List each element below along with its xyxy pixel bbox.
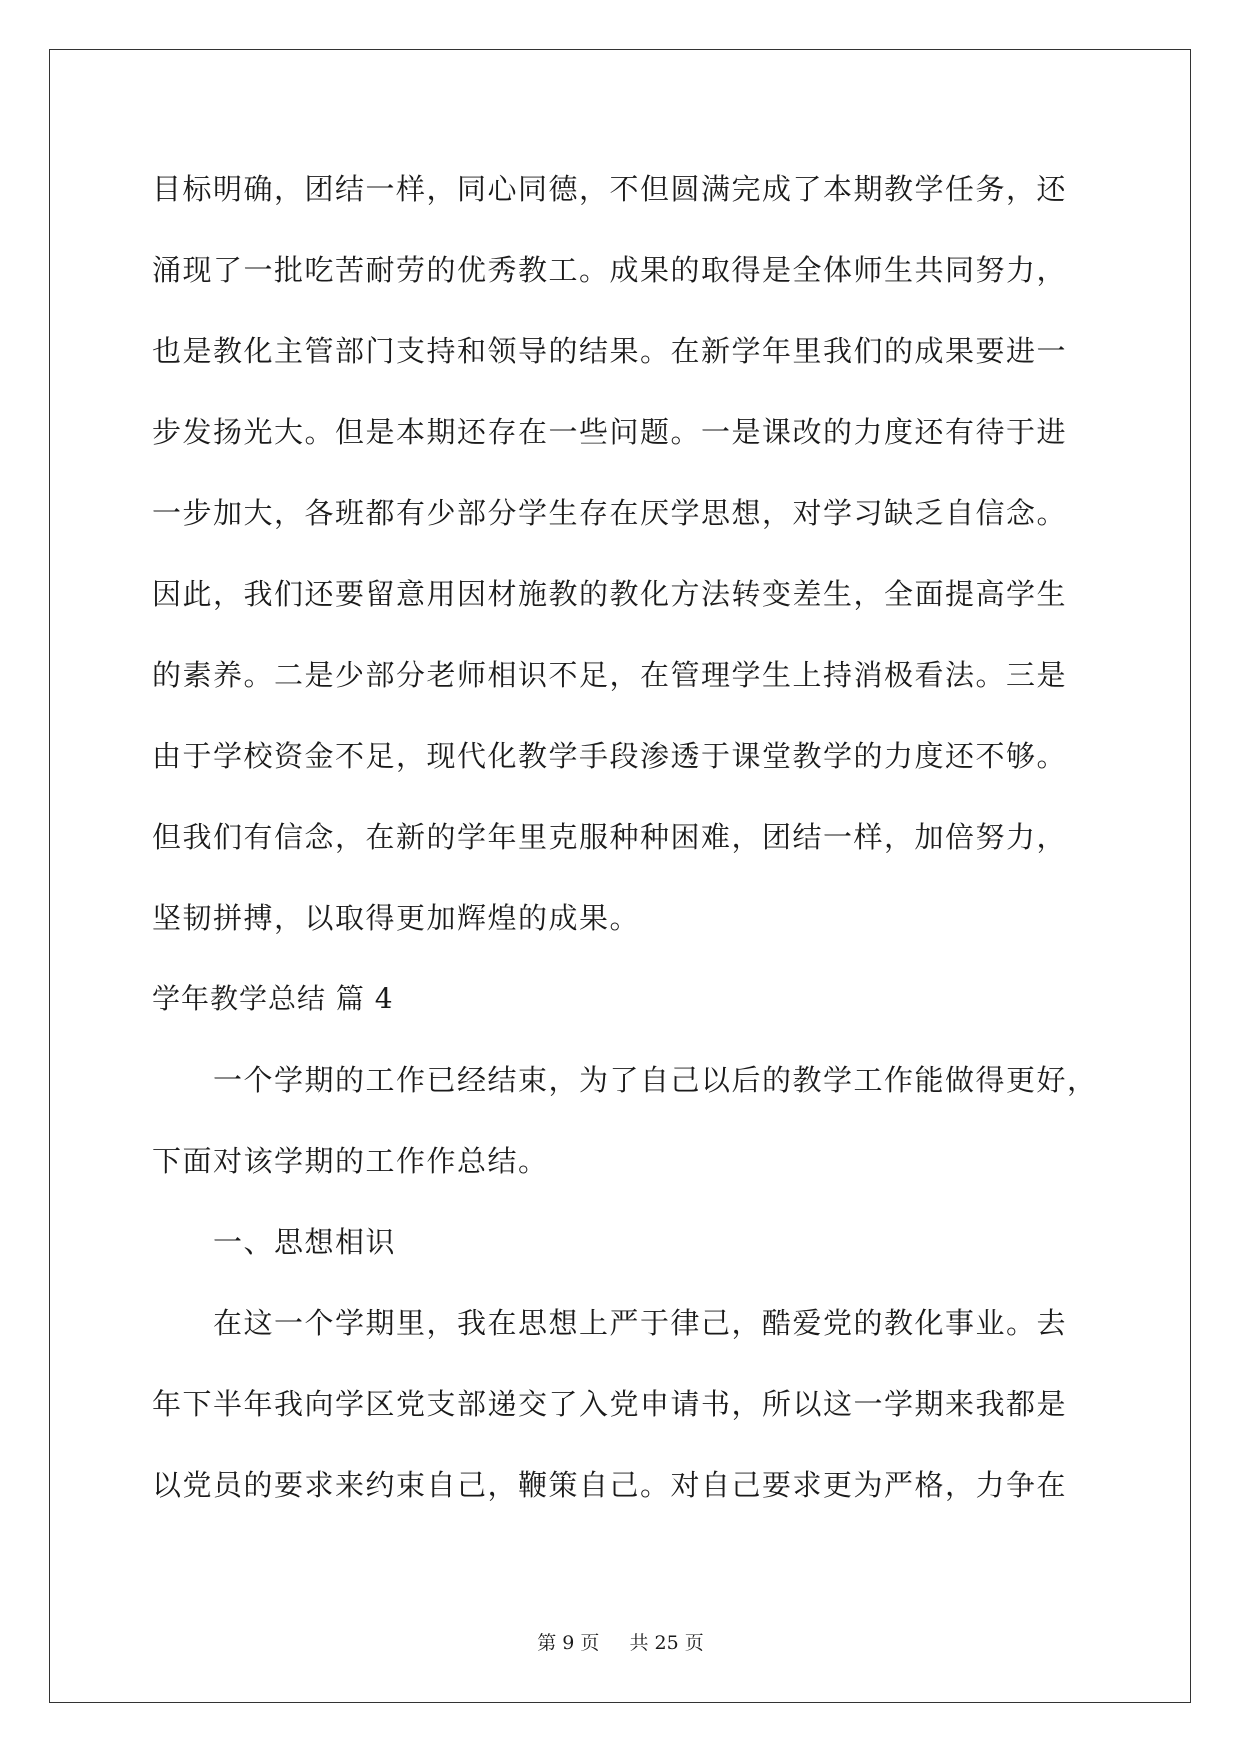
subheading: 一、思想相识 xyxy=(213,1225,397,1259)
text-line: 一步加大，各班都有少部分学生存在厌学思想，对学习缺乏自信念。 xyxy=(152,496,1068,530)
text-line: 在这一个学期里，我在思想上严于律己，酷爱党的教化事业。去 xyxy=(213,1306,1068,1340)
text-line: 涌现了一批吃苦耐劳的优秀教工。成果的取得是全体师生共同努力， xyxy=(152,253,1068,287)
text-line: 一个学期的工作已经结束，为了自己以后的教学工作能做得更好， xyxy=(213,1063,1098,1097)
text-line: 以党员的要求来约束自己，鞭策自己。对自己要求更为严格，力争在 xyxy=(152,1468,1068,1502)
text-line: 目标明确，团结一样，同心同德，不但圆满完成了本期教学任务，还 xyxy=(152,172,1068,206)
page-number: 第 9 页 xyxy=(537,1632,600,1654)
text-line: 也是教化主管部门支持和领导的结果。在新学年里我们的成果要进一 xyxy=(152,334,1068,368)
page-footer xyxy=(0,1630,1241,1656)
text-line: 但我们有信念，在新的学年里克服种种困难，团结一样，加倍努力， xyxy=(152,820,1068,854)
page-total: 共 25 页 xyxy=(629,1632,704,1654)
page-border xyxy=(49,49,1191,1703)
text-line: 年下半年我向学区党支部递交了入党申请书，所以这一学期来我都是 xyxy=(152,1387,1068,1421)
text-line: 下面对该学期的工作作总结。 xyxy=(152,1144,549,1178)
text-line: 由于学校资金不足，现代化教学手段渗透于课堂教学的力度还不够。 xyxy=(152,739,1068,773)
text-line: 的素养。二是少部分老师相识不足，在管理学生上持消极看法。三是 xyxy=(152,658,1068,692)
text-line: 坚韧拼搏，以取得更加辉煌的成果。 xyxy=(152,901,641,935)
section-heading: 学年教学总结 篇 4 xyxy=(152,982,394,1015)
text-line: 因此，我们还要留意用因材施教的教化方法转变差生，全面提高学生 xyxy=(152,577,1068,611)
text-line: 步发扬光大。但是本期还存在一些问题。一是课改的力度还有待于进 xyxy=(152,415,1068,449)
